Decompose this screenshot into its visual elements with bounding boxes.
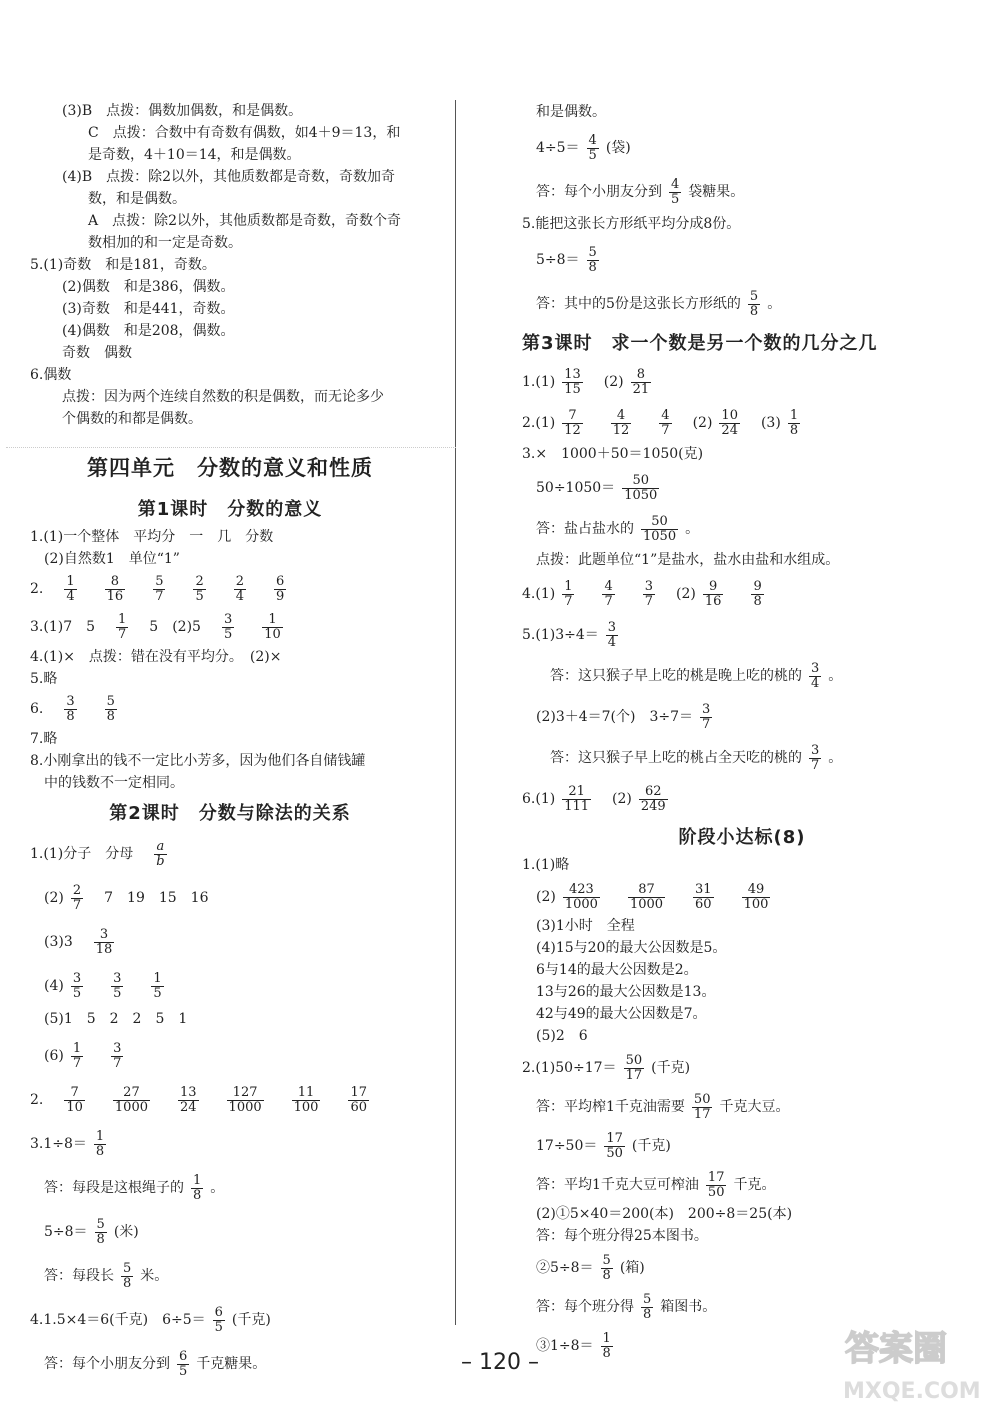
fraction: $\frac{3}{18}$ (95, 926, 113, 957)
answer-line: (6) $\frac{1}{7}$ $\frac{3}{7}$ (30, 1040, 122, 1071)
lesson-title: 第3课时 求一个数是另一个数的几分之几 (522, 333, 878, 354)
answer-line: 4÷5＝ $\frac{4}{5}$ (袋) (522, 132, 631, 163)
fraction: $\frac{3}{4}$ (607, 619, 617, 650)
answer-line: 3.× 1000＋50＝1050(克) (522, 446, 704, 462)
right-column (522, 100, 962, 1364)
answer-line: 50÷1050＝ $\frac{50}{1050}$ (522, 472, 658, 503)
answer-line: 1.(1)略 (522, 857, 570, 873)
answer-line: 6.(1) $\frac{21}{111}$ (2) $\frac{62}{249}$ (522, 783, 666, 814)
fraction: $\frac{11}{100}$ (293, 1084, 319, 1115)
answer-line: 7.略 (30, 731, 58, 747)
answer-line: 2.(1) $\frac{7}{12}$ $\frac{4}{12}$ $\frac{4}{7}$ (2) $\frac{10}{24}$ (3) $\frac{1}{8}$ (522, 407, 799, 438)
answer-line: (5)1 5 2 2 5 1 (30, 1011, 188, 1027)
fraction: $\frac{3}{7}$ (702, 701, 711, 732)
fraction: $\frac{3}{8}$ (66, 693, 75, 724)
fraction: $\frac{6}{5}$ (179, 1348, 188, 1379)
answer-line: 答：每段是这根绳子的 $\frac{1}{8}$ 。 (30, 1172, 225, 1203)
fraction: $\frac{2}{7}$ (72, 882, 82, 913)
fraction: $\frac{10}{24}$ (721, 407, 738, 438)
fraction: $\frac{423}{1000}$ (564, 881, 598, 912)
answer-line: 数，和是偶数。 (88, 191, 186, 207)
fraction: $\frac{3}{4}$ (811, 660, 820, 691)
fraction: $\frac{7}{10}$ (66, 1084, 83, 1115)
answer-line: 个偶数的和都是偶数。 (62, 411, 202, 427)
answer-line: 答：每个班分得 $\frac{5}{8}$ 箱图书。 (522, 1291, 717, 1322)
answer-line: (2)3＋4＝7(个) 3÷7＝ $\frac{3}{7}$ (522, 701, 711, 732)
fraction: $\frac{1}{7}$ (564, 578, 573, 609)
answer-line: 4.(1)× 点拨：错在没有平均分。 (2)× (30, 649, 282, 665)
answer-line: A 点拨：除2以外，其他质数都是奇数，奇数个奇 (88, 213, 402, 229)
fraction: $\frac{21}{111}$ (564, 783, 590, 814)
fraction: $\frac{87}{1000}$ (629, 881, 664, 912)
fraction: $\frac{3}{7}$ (644, 578, 654, 609)
answer-line: 点拨：此题单位“1”是盐水，盐水由盐和水组成。 (522, 552, 840, 568)
fraction: $\frac{3}{7}$ (113, 1040, 122, 1071)
fraction: $\frac{1}{8}$ (193, 1172, 202, 1203)
answer-line: 奇数 偶数 (62, 345, 132, 361)
fraction: $\frac{49}{100}$ (743, 881, 769, 912)
answer-line: 答：平均榨1千克油需要 $\frac{50}{17}$ 千克大豆。 (522, 1091, 790, 1122)
answer-line: 答：这只猴子早上吃的桃是晚上吃的桃的 $\frac{3}{4}$ 。 (522, 660, 843, 691)
answer-line: 数相加的和一定是奇数。 (88, 235, 242, 251)
answer-line: 3.1÷8＝ $\frac{1}{8}$ (30, 1128, 105, 1159)
lesson-title: 第1课时 分数的意义 (137, 499, 323, 520)
fraction: $\frac{50}{17}$ (625, 1052, 643, 1083)
answer-line: 和是偶数。 (522, 104, 606, 120)
answer-line: 答：这只猴子早上吃的桃占全天吃的桃的 $\frac{3}{7}$ 。 (522, 742, 843, 773)
fraction: $\frac{1}{7}$ (118, 611, 127, 642)
fraction: $\frac{1}{10}$ (264, 611, 281, 642)
fraction: $\frac{5}{7}$ (155, 573, 164, 604)
fraction: $\frac{50}{1050}$ (624, 472, 658, 503)
answer-line: 5.(1)奇数 和是181，奇数。 (30, 257, 216, 273)
fraction: $\frac{5}{8}$ (643, 1291, 652, 1322)
answer-line: 2. $\frac{1}{4}$ $\frac{8}{16}$ $\frac{5}{7}$ $\frac{2}{5}$ $\frac{2}{4}$ $\frac{6}{9}$ (30, 573, 285, 604)
fraction: $\frac{62}{249}$ (640, 783, 666, 814)
answer-line: 1.(1) $\frac{13}{15}$ (2) $\frac{8}{21}$ (522, 366, 650, 397)
fraction: $\frac{2}{5}$ (195, 573, 204, 604)
answer-line: 答：每个小朋友分到 $\frac{4}{5}$ 袋糖果。 (522, 176, 745, 207)
fraction: $\frac{4}{7}$ (661, 407, 670, 438)
answer-line: 5.能把这张长方形纸平均分成8份。 (522, 216, 741, 232)
fraction: $\frac{2}{4}$ (235, 573, 245, 604)
left-column (30, 100, 430, 1384)
answer-line: 答：其中的5份是这张长方形纸的 $\frac{5}{8}$ 。 (522, 288, 782, 319)
answer-line: (3)3 $\frac{3}{18}$ (30, 926, 113, 957)
answer-line: 13与26的最大公因数是13。 (522, 984, 716, 1000)
page-number: – 120 – (461, 1350, 539, 1375)
watermark-bottom: MXQE.COM (843, 1379, 981, 1404)
fraction: $\frac{50}{1050}$ (643, 513, 677, 544)
fraction: $\frac{4}{5}$ (588, 132, 597, 163)
fraction: $\frac{13}{15}$ (564, 366, 581, 397)
answer-line: (4) $\frac{3}{5}$ $\frac{3}{5}$ $\frac{1}{5}$ (30, 970, 162, 1001)
answer-line: 是奇数，4＋10＝14，和是偶数。 (88, 147, 301, 163)
stage-title: 阶段小达标(8) (678, 827, 806, 848)
answer-line: 6. $\frac{3}{8}$ $\frac{5}{8}$ (30, 693, 115, 724)
answer-line: (3)1小时 全程 (522, 918, 635, 934)
fraction: $\frac{17}{60}$ (350, 1084, 368, 1115)
answer-line: (3)奇数 和是441，奇数。 (62, 301, 235, 317)
fraction: $\frac{4}{5}$ (671, 176, 680, 207)
fraction: $\frac{5}{8}$ (106, 693, 115, 724)
answer-line: 点拨：因为两个连续自然数的积是偶数，而无论多少 (62, 389, 384, 405)
column-divider (455, 100, 456, 1325)
answer-line: 2. $\frac{7}{10}$ $\frac{27}{1000}$ $\frac{13}{24}$ $\frac{127}{1000}$ $\frac{11}{100}$ $\frac{17}{60}$ (30, 1084, 368, 1115)
unit-title: 第四单元 分数的意义和性质 (87, 456, 373, 480)
fraction: $\frac{1}{5}$ (153, 970, 162, 1001)
answer-line: (2)自然数1 单位“1” (30, 551, 180, 567)
answer-line: 1.(1)分子 分母 $\frac{a}{b}$ (30, 838, 165, 869)
answer-line: C 点拨：合数中有奇数有偶数，如4＋9＝13，和 (88, 125, 401, 141)
fraction: $\frac{a}{b}$ (156, 838, 165, 869)
answer-line: 6与14的最大公因数是2。 (522, 962, 698, 978)
answer-line: 5.略 (30, 671, 58, 687)
watermark-top: 答案圈 (845, 1329, 947, 1369)
fraction: $\frac{7}{12}$ (564, 407, 581, 438)
fraction: $\frac{27}{1000}$ (114, 1084, 148, 1115)
fraction: $\frac{9}{8}$ (753, 578, 762, 609)
fraction: $\frac{50}{17}$ (693, 1091, 711, 1122)
fraction: $\frac{8}{16}$ (106, 573, 124, 604)
fraction: $\frac{31}{60}$ (695, 881, 712, 912)
answer-line: 答：每个小朋友分到 $\frac{6}{5}$ 千克糖果。 (30, 1348, 267, 1379)
answer-line: (3)B 点拨：偶数加偶数，和是偶数。 (62, 103, 303, 119)
answer-line: 8.小刚拿出的钱不一定比小芳多，因为他们各自储钱罐 (30, 753, 366, 769)
answer-line: (5)2 6 (522, 1028, 588, 1044)
fraction: $\frac{5}{8}$ (602, 1252, 611, 1283)
watermark-logo (835, 1318, 990, 1408)
fraction: $\frac{3}{7}$ (811, 742, 820, 773)
fraction: $\frac{5}{8}$ (588, 244, 597, 275)
answer-line: 6.偶数 (30, 367, 72, 383)
fraction: $\frac{3}{5}$ (113, 970, 122, 1001)
answer-line: (4)B 点拨：除2以外，其他质数都是奇数，奇数加奇 (62, 169, 396, 185)
answer-line: 答：每个班分得25本图书。 (522, 1228, 708, 1244)
fraction: $\frac{1}{8}$ (95, 1128, 105, 1159)
fraction: $\frac{1}{7}$ (72, 1040, 82, 1071)
answer-line: (4)偶数 和是208，偶数。 (62, 323, 235, 339)
fraction: $\frac{5}{8}$ (749, 288, 759, 319)
answer-line: 5÷8＝ $\frac{5}{8}$ (米) (30, 1216, 139, 1247)
answer-line: 答：每段长 $\frac{5}{8}$ 米。 (30, 1260, 169, 1291)
answer-line: 答：盐占盐水的 $\frac{50}{1050}$ 。 (522, 513, 700, 544)
fraction: $\frac{6}{5}$ (214, 1304, 223, 1335)
fraction: $\frac{4}{12}$ (612, 407, 630, 438)
fraction: $\frac{1}{8}$ (789, 407, 799, 438)
fraction: $\frac{5}{8}$ (123, 1260, 132, 1291)
fraction: $\frac{8}{21}$ (632, 366, 650, 397)
fraction: $\frac{3}{5}$ (72, 970, 82, 1001)
fraction: $\frac{1}{8}$ (602, 1330, 611, 1361)
fraction: $\frac{17}{50}$ (707, 1169, 725, 1200)
answer-line: ②5÷8＝ $\frac{5}{8}$ (箱) (522, 1252, 645, 1283)
answer-line: (2)偶数 和是386，偶数。 (62, 279, 235, 295)
answer-line: (2)①5×40＝200(本) 200÷8＝25(本) (522, 1206, 793, 1222)
fraction: $\frac{5}{8}$ (96, 1216, 105, 1247)
answer-line: (4)15与20的最大公因数是5。 (522, 940, 727, 956)
answer-line: (2) $\frac{423}{1000}$ $\frac{87}{1000}$ $\frac{31}{60}$ $\frac{49}{100}$ (522, 881, 769, 912)
answer-line: 42与49的最大公因数是7。 (522, 1006, 707, 1022)
answer-line: 4.(1) $\frac{1}{7}$ $\frac{4}{7}$ $\frac{3}{7}$ (2) $\frac{9}{16}$ $\frac{9}{8}$ (522, 578, 762, 609)
fraction: $\frac{17}{50}$ (606, 1130, 623, 1161)
answer-line: 2.(1)50÷17＝ $\frac{50}{17}$ (千克) (522, 1052, 691, 1083)
answer-line: (2) $\frac{2}{7}$ 7 19 15 16 (30, 882, 209, 913)
fraction: $\frac{127}{1000}$ (228, 1084, 262, 1115)
answer-line: 5.(1)3÷4＝ $\frac{3}{4}$ (522, 619, 617, 650)
answer-line: 4.1.5×4＝6(千克) 6÷5＝ $\frac{6}{5}$ (千克) (30, 1304, 271, 1335)
fraction: $\frac{1}{4}$ (66, 573, 75, 604)
answer-line: 答：平均1千克大豆可榨油 $\frac{17}{50}$ 千克。 (522, 1169, 776, 1200)
answer-line: 中的钱数不一定相同。 (30, 775, 184, 791)
lesson-title: 第2课时 分数与除法的关系 (109, 803, 351, 824)
fraction: $\frac{9}{16}$ (704, 578, 722, 609)
answer-line: 5÷8＝ $\frac{5}{8}$ (522, 244, 597, 275)
fraction: $\frac{13}{24}$ (180, 1084, 197, 1115)
answer-line: ③1÷8＝ $\frac{1}{8}$ (522, 1330, 611, 1361)
answer-line: 1.(1)一个整体 平均分 一 几 分数 (30, 529, 274, 545)
answer-line: 17÷50＝ $\frac{17}{50}$ (千克) (522, 1130, 671, 1161)
fraction: $\frac{4}{7}$ (604, 578, 613, 609)
fraction: $\frac{3}{5}$ (223, 611, 233, 642)
answer-line: 3.(1)7 5 $\frac{1}{7}$ 5 (2)5 $\frac{3}{5}$ $\frac{1}{10}$ (30, 611, 281, 642)
fraction: $\frac{6}{9}$ (276, 573, 285, 604)
